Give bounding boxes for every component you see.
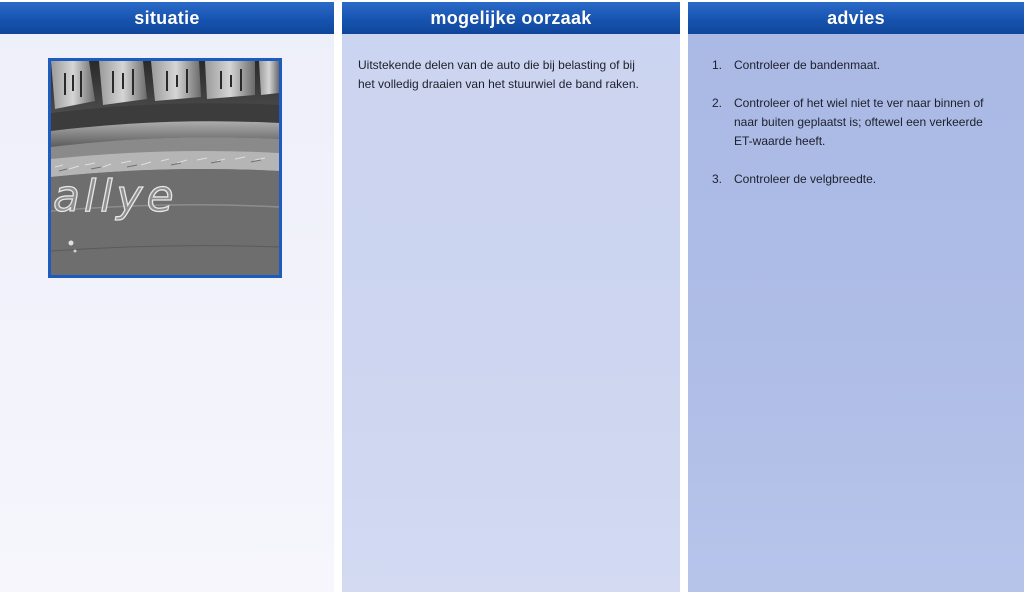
oorzaak-column [342,2,680,592]
advice-number: 2. [712,96,723,110]
advice-text: Controleer de velgbreedte. [734,172,877,186]
tire-sidewall-photo [48,58,282,278]
advice-text: Controleer of het wiel niet te ver naar binnen of naar buiten geplaatst is; oftewel een verkeerde ET-waarde heeft. [734,96,984,148]
advies-header: advies [688,2,1024,34]
sidewall-lettering: allye [53,171,178,222]
oorzaak-text: Uitstekende delen van de auto die bij belasting of bij het volledig draaien van het stuurwiel de band raken. [358,58,639,91]
tire-sidewall-image [51,61,279,275]
advice-item [706,94,996,151]
advies-column [688,2,1024,592]
advice-number: 3. [712,172,723,186]
advice-item [706,170,996,189]
situatie-column [0,2,334,592]
advice-list [706,56,996,208]
advice-item [706,56,996,75]
oorzaak-header: mogelijke oorzaak [342,2,680,34]
situatie-header: situatie [0,2,334,34]
advice-text: Controleer de bandenmaat. [734,58,881,72]
advice-number: 1. [712,58,723,72]
